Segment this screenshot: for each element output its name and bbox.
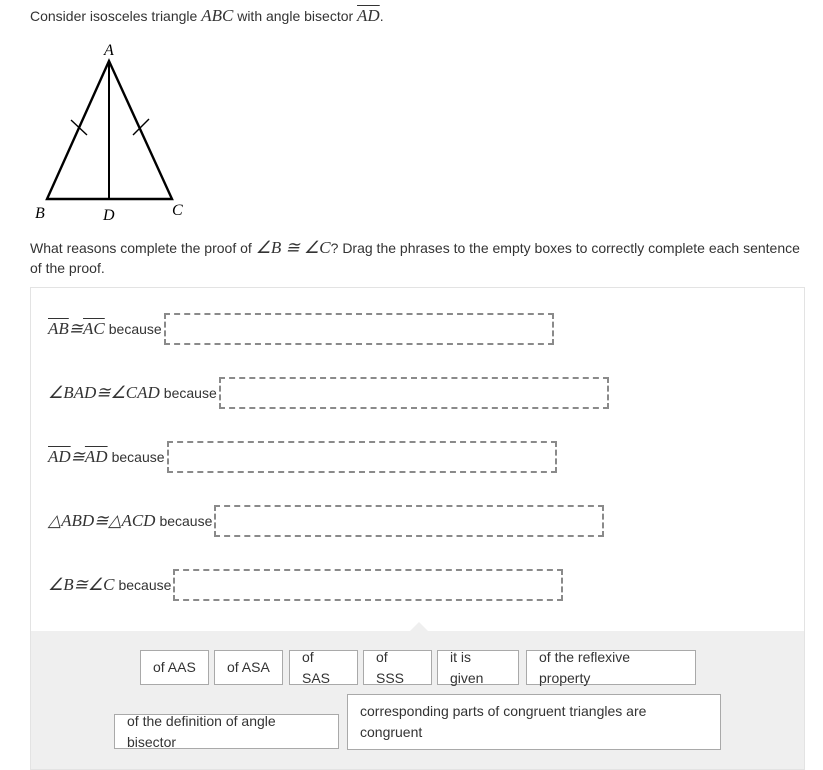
phrase-label: of SAS xyxy=(302,648,331,686)
because-label: because xyxy=(163,385,217,401)
phrase-tile-given[interactable] xyxy=(437,650,519,685)
tick-mark-ab xyxy=(71,120,87,135)
vertex-label-c: C xyxy=(172,202,183,219)
because-label: because xyxy=(118,577,172,593)
statement-right: $\overline{AD}$ xyxy=(84,447,108,466)
phrase-tile-angle-bisector-definition[interactable] xyxy=(114,714,339,749)
proof-row-3 xyxy=(48,439,557,475)
phrase-label: of the reflexive property xyxy=(539,648,631,686)
statement-right: ∠C xyxy=(87,575,115,594)
statement-right: ∠CAD xyxy=(110,383,160,402)
proof-row-1 xyxy=(48,311,554,347)
phrase-label: it is given xyxy=(450,648,484,686)
because-label: because xyxy=(111,449,165,465)
congruent-symbol: ≅ xyxy=(96,383,111,402)
proof-panel xyxy=(30,287,805,770)
vertex-label-d: D xyxy=(103,207,115,224)
phrase-tile-reflexive-property[interactable] xyxy=(526,650,696,685)
question-suffix: ? Drag the phrases to the empty boxes to correctly complete each sentence of the proof. xyxy=(30,240,800,276)
phrase-label: corresponding parts of congruent triangles are congruent xyxy=(360,703,647,740)
because-label: because xyxy=(159,513,213,529)
phrase-tile-aas[interactable] xyxy=(140,650,209,685)
phrase-label: of ASA xyxy=(227,659,270,675)
statement-right: $\overline{AC}$ xyxy=(83,319,105,338)
phrase-tile-sas[interactable] xyxy=(289,650,358,685)
congruent-symbol: ≅ xyxy=(70,447,85,466)
proof-row-4 xyxy=(48,503,604,539)
congruent-symbol: ≅ xyxy=(68,319,84,338)
reason-drop-box-1[interactable] xyxy=(164,313,554,345)
intro-suffix: . xyxy=(379,8,384,24)
intro-middle: with angle bisector xyxy=(233,8,358,24)
proof-row-2 xyxy=(48,375,609,411)
reason-drop-box-2[interactable] xyxy=(219,377,609,409)
reason-drop-box-3[interactable] xyxy=(167,441,557,473)
question-text xyxy=(30,238,805,278)
vertex-label-b: B xyxy=(35,205,45,222)
statement-right: △ACD xyxy=(108,511,156,530)
statement-left: ∠B xyxy=(48,575,74,594)
phrase-tile-sss[interactable] xyxy=(363,650,432,685)
phrase-tile-cpctc[interactable] xyxy=(347,694,721,750)
statement-left: △ABD xyxy=(48,511,95,530)
vertex-label-a: A xyxy=(104,42,114,59)
congruent-symbol: ≅ xyxy=(94,511,109,530)
phrase-label: of the definition of angle bisector xyxy=(127,712,276,750)
bisector-segment: $\overline{AD}$ xyxy=(357,6,380,25)
statement-left: ∠BAD xyxy=(48,383,97,402)
proof-row-5 xyxy=(48,567,563,603)
because-label: because xyxy=(108,321,162,337)
reason-drop-box-4[interactable] xyxy=(214,505,604,537)
phrase-tray xyxy=(31,631,804,769)
triangle-name: ABC xyxy=(201,6,234,25)
congruent-symbol: ≅ xyxy=(73,575,88,594)
statement-left: $\overline{AB}$ xyxy=(48,319,69,338)
statement-left: $\overline{AD}$ xyxy=(48,447,71,466)
phrase-label: of AAS xyxy=(153,659,196,675)
proof-goal: ∠B ≅ ∠C xyxy=(255,238,331,257)
phrase-tile-asa[interactable] xyxy=(214,650,283,685)
question-prefix: What reasons complete the proof of xyxy=(30,240,256,256)
tray-pointer xyxy=(409,622,429,632)
isosceles-triangle-figure xyxy=(30,38,200,228)
intro-prefix: Consider isosceles triangle xyxy=(30,8,202,24)
intro-text xyxy=(30,6,384,26)
phrase-label: of SSS xyxy=(376,648,405,686)
reason-drop-box-5[interactable] xyxy=(173,569,563,601)
